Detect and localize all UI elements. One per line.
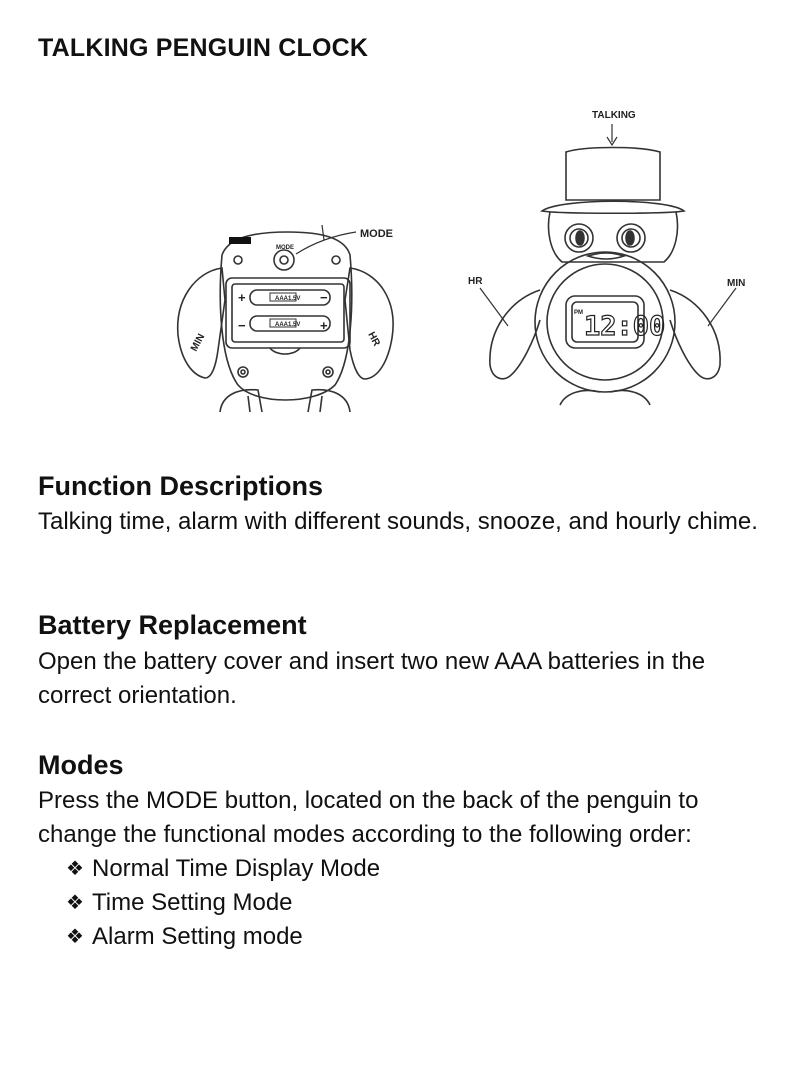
document-title: TALKING PENGUIN CLOCK xyxy=(38,34,369,62)
battery-plus-bottom: + xyxy=(320,318,328,333)
battery-label-top: AAA1.5V xyxy=(275,296,301,302)
hat-top xyxy=(566,148,660,201)
back-slot-marker xyxy=(229,237,251,244)
battery-minus-bottom: − xyxy=(238,318,246,333)
list-item xyxy=(66,852,380,886)
bullet-icon: ❖ xyxy=(66,926,84,948)
mode-callout-label: MODE xyxy=(360,228,393,240)
back-left-flipper xyxy=(178,268,225,378)
function-descriptions-heading: Function Descriptions xyxy=(38,471,324,501)
back-view xyxy=(178,225,393,412)
front-min-label: MIN xyxy=(727,278,746,289)
clock-diagram-svg xyxy=(0,100,808,420)
mode-item-label: Time Setting Mode xyxy=(92,889,293,916)
battery-plus-top: + xyxy=(238,290,246,305)
battery-replacement-text: Open the battery cover and insert two new AAA batteries in the correct orientation. xyxy=(38,648,706,709)
hat-brim xyxy=(542,201,684,213)
talking-label: TALKING xyxy=(592,110,636,121)
modes-text: Press the MODE button, located on the back of the penguin to change the functional modes according to the following order: xyxy=(38,787,699,848)
battery-minus-top: − xyxy=(320,290,328,305)
front-hr-label: HR xyxy=(468,276,483,287)
battery-label-bottom: AAA1.5V xyxy=(275,322,301,328)
list-item xyxy=(66,920,380,954)
front-view xyxy=(480,124,736,405)
back-min-label: MIN xyxy=(188,332,208,354)
bullet-icon: ❖ xyxy=(66,858,84,880)
function-descriptions-text: Talking time, alarm with different sounds, snooze, and hourly chime. xyxy=(38,508,758,535)
bullet-icon: ❖ xyxy=(66,892,84,914)
battery-compartment xyxy=(226,278,350,348)
back-screw-right xyxy=(323,367,333,377)
back-left-foot xyxy=(220,390,262,412)
pm-indicator: PM xyxy=(574,310,583,316)
front-head xyxy=(549,212,678,262)
mode-button-label: MODE xyxy=(276,245,294,251)
lcd-time-display: 12:00 xyxy=(584,311,666,342)
front-left-flipper xyxy=(490,290,540,379)
modes-list xyxy=(66,852,380,954)
back-screw-left xyxy=(238,367,248,377)
battery-replacement-heading: Battery Replacement xyxy=(38,610,307,640)
back-right-foot xyxy=(308,390,350,412)
list-item xyxy=(66,886,380,920)
mode-item-label: Alarm Setting mode xyxy=(92,923,303,950)
clock-illustration xyxy=(0,100,808,420)
modes-heading: Modes xyxy=(38,750,124,780)
mode-item-label: Normal Time Display Mode xyxy=(92,855,381,882)
front-right-flipper xyxy=(670,290,720,379)
back-hr-label: HR xyxy=(365,330,382,349)
mode-button xyxy=(274,250,294,270)
